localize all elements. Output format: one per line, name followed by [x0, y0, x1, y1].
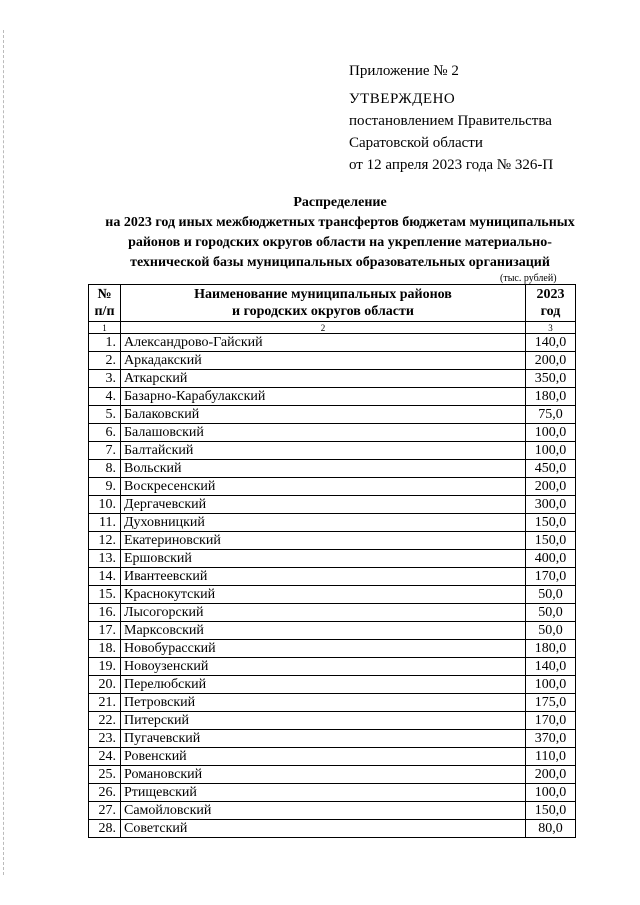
row-number: 25.: [89, 766, 121, 784]
amount-value: 75,0: [526, 406, 576, 424]
district-name: Екатериновский: [121, 532, 526, 550]
column-number: 1: [89, 322, 121, 334]
row-number: 18.: [89, 640, 121, 658]
amount-value: 180,0: [526, 388, 576, 406]
amount-value: 180,0: [526, 640, 576, 658]
district-name: Романовский: [121, 766, 526, 784]
amount-value: 100,0: [526, 442, 576, 460]
amount-value: 100,0: [526, 424, 576, 442]
district-name: Ртищевский: [121, 784, 526, 802]
district-name: Самойловский: [121, 802, 526, 820]
row-number: 28.: [89, 820, 121, 838]
district-name: Новоузенский: [121, 658, 526, 676]
amount-value: 150,0: [526, 532, 576, 550]
row-number: 5.: [89, 406, 121, 424]
district-name: Балаковский: [121, 406, 526, 424]
amount-value: 200,0: [526, 352, 576, 370]
amount-value: 170,0: [526, 568, 576, 586]
district-name: Аркадакский: [121, 352, 526, 370]
table-header-row: [89, 285, 576, 322]
table-row: [89, 604, 576, 622]
table-row: [89, 748, 576, 766]
row-number: 19.: [89, 658, 121, 676]
district-name: Духовницкий: [121, 514, 526, 532]
district-name: Краснокутский: [121, 586, 526, 604]
row-number: 7.: [89, 442, 121, 460]
page-edge-mark: [3, 30, 4, 875]
table-row: [89, 424, 576, 442]
table-row: [89, 388, 576, 406]
row-number: 12.: [89, 532, 121, 550]
district-name: Александрово-Гайский: [121, 334, 526, 352]
table-row: [89, 676, 576, 694]
row-number: 17.: [89, 622, 121, 640]
header-name: [121, 285, 526, 322]
amount-value: 370,0: [526, 730, 576, 748]
appendix-block: [349, 60, 553, 176]
table-row: [89, 802, 576, 820]
amount-value: 110,0: [526, 748, 576, 766]
table-row: [89, 442, 576, 460]
amount-value: 50,0: [526, 586, 576, 604]
table-row: [89, 406, 576, 424]
row-number: 27.: [89, 802, 121, 820]
district-name: Вольский: [121, 460, 526, 478]
column-number: 2: [121, 322, 526, 334]
header-year: 2023 год: [526, 285, 576, 322]
table-row: [89, 622, 576, 640]
row-number: 15.: [89, 586, 121, 604]
table-row: [89, 550, 576, 568]
district-name: Перелюбский: [121, 676, 526, 694]
table-row: [89, 586, 576, 604]
amount-value: 300,0: [526, 496, 576, 514]
row-number: 11.: [89, 514, 121, 532]
amount-value: 100,0: [526, 784, 576, 802]
header-number: № п/п: [89, 285, 121, 322]
row-number: 9.: [89, 478, 121, 496]
district-name: Пугачевский: [121, 730, 526, 748]
row-number: 2.: [89, 352, 121, 370]
title-line-2: на 2023 год иных межбюджетных трансфертов бюджетам муниципальных: [105, 215, 575, 230]
table-row: [89, 514, 576, 532]
table-row: [89, 640, 576, 658]
distribution-table: [88, 284, 576, 838]
amount-value: 140,0: [526, 334, 576, 352]
row-number: 14.: [89, 568, 121, 586]
table-row: [89, 712, 576, 730]
amount-value: 170,0: [526, 712, 576, 730]
row-number: 23.: [89, 730, 121, 748]
amount-value: 80,0: [526, 820, 576, 838]
table-row: [89, 352, 576, 370]
header-name-line-2: и городских округов области: [232, 304, 414, 319]
amount-value: 150,0: [526, 514, 576, 532]
approved-stamp: УТВЕРЖДЕНО: [349, 91, 456, 107]
approval-region: Саратовской области: [349, 135, 483, 151]
row-number: 24.: [89, 748, 121, 766]
amount-value: 450,0: [526, 460, 576, 478]
title-line-4: технической базы муниципальных образовательных организаций: [130, 255, 550, 270]
row-number: 3.: [89, 370, 121, 388]
amount-value: 400,0: [526, 550, 576, 568]
district-name: Питерский: [121, 712, 526, 730]
amount-value: 200,0: [526, 478, 576, 496]
row-number: 16.: [89, 604, 121, 622]
table-row: [89, 370, 576, 388]
district-name: Ершовский: [121, 550, 526, 568]
district-name: Советский: [121, 820, 526, 838]
table-row: [89, 694, 576, 712]
amount-value: 100,0: [526, 676, 576, 694]
amount-value: 50,0: [526, 604, 576, 622]
district-name: Воскресенский: [121, 478, 526, 496]
district-name: Балтайский: [121, 442, 526, 460]
district-name: Базарно-Карабулакский: [121, 388, 526, 406]
table-row: [89, 658, 576, 676]
amount-value: 175,0: [526, 694, 576, 712]
table-row: [89, 460, 576, 478]
district-name: Лысогорский: [121, 604, 526, 622]
title-line-3: районов и городских округов области на укрепление материально-: [128, 235, 552, 250]
table-row: [89, 784, 576, 802]
district-name: Петровский: [121, 694, 526, 712]
district-name: Балашовский: [121, 424, 526, 442]
table-row: [89, 820, 576, 838]
row-number: 10.: [89, 496, 121, 514]
row-number: 4.: [89, 388, 121, 406]
approval-date: от 12 апреля 2023 года № 326-П: [349, 157, 554, 173]
table-row: [89, 478, 576, 496]
row-number: 13.: [89, 550, 121, 568]
column-number: 3: [526, 322, 576, 334]
row-number: 6.: [89, 424, 121, 442]
amount-value: 50,0: [526, 622, 576, 640]
row-number: 8.: [89, 460, 121, 478]
column-number-row: [89, 322, 576, 334]
district-name: Ровенский: [121, 748, 526, 766]
appendix-number: Приложение № 2: [349, 63, 459, 79]
amount-value: 350,0: [526, 370, 576, 388]
title-line-1: Распределение: [293, 195, 387, 210]
row-number: 21.: [89, 694, 121, 712]
district-name: Марксовский: [121, 622, 526, 640]
document-title: [90, 193, 590, 273]
row-number: 1.: [89, 334, 121, 352]
table-row: [89, 496, 576, 514]
district-name: Аткарский: [121, 370, 526, 388]
district-name: Новобурасский: [121, 640, 526, 658]
row-number: 22.: [89, 712, 121, 730]
district-name: Ивантеевский: [121, 568, 526, 586]
row-number: 26.: [89, 784, 121, 802]
units-note: (тыс. рублей): [500, 273, 557, 284]
amount-value: 140,0: [526, 658, 576, 676]
row-number: 20.: [89, 676, 121, 694]
table-row: [89, 730, 576, 748]
amount-value: 150,0: [526, 802, 576, 820]
header-name-line-1: Наименование муниципальных районов: [194, 287, 452, 302]
table-row: [89, 532, 576, 550]
table-row: [89, 334, 576, 352]
table-row: [89, 766, 576, 784]
table-row: [89, 568, 576, 586]
district-name: Дергачевский: [121, 496, 526, 514]
amount-value: 200,0: [526, 766, 576, 784]
approval-line: постановлением Правительства: [349, 113, 552, 129]
